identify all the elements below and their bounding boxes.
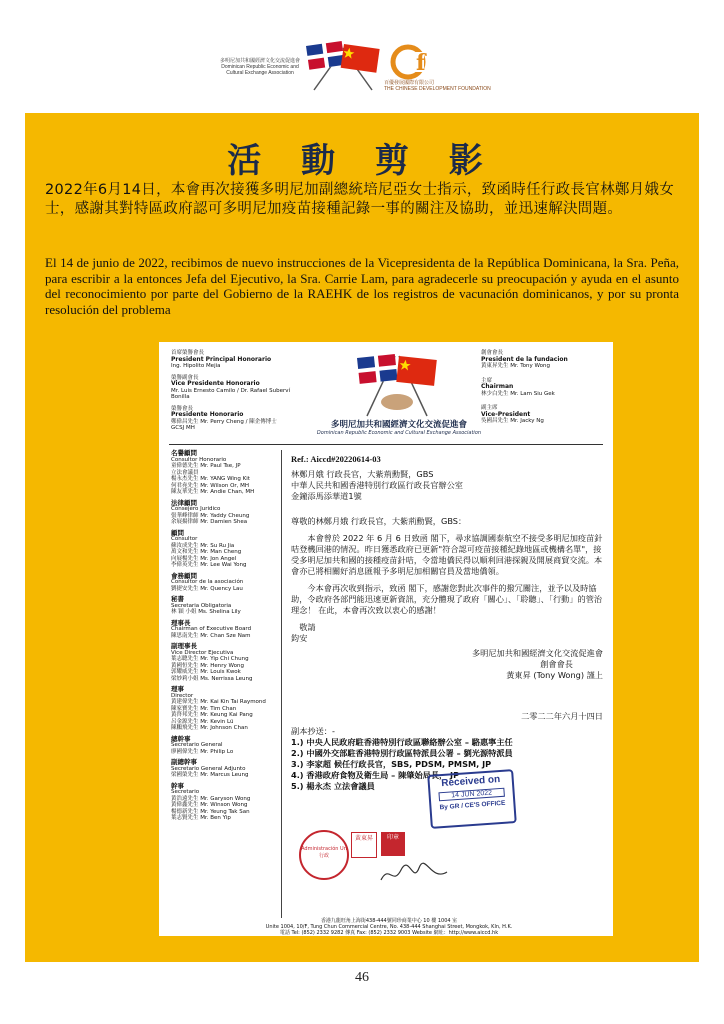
rh-name: 林少白先生 Mr. Lam Siu Gek: [481, 390, 555, 397]
sidebar-line: 廖國偉先生 Mr. Philip Lo: [171, 748, 234, 755]
sidebar-line: 陳思南先生 Mr. Chan Sze Nam: [171, 632, 251, 639]
closing-1: 敬請: [299, 622, 316, 632]
sidebar-line: Consejero Juridico: [171, 506, 221, 512]
lh-zh: 首席榮譽會長: [171, 350, 205, 356]
sidebar-line: 童偉德先生 Mr. Paul Tse, JP: [171, 463, 241, 469]
panel-title: 活 動 剪 影: [227, 141, 497, 181]
association-name-zh: 多明尼加共和國經濟文化交流促進會: [330, 420, 467, 430]
sidebar-line: 李偉英先生 Mr. Lee Wai Yong: [171, 562, 247, 568]
page-number: 46: [355, 970, 369, 985]
svg-text:f: f: [416, 50, 426, 76]
sidebar-line: Director: [171, 692, 194, 699]
rh-en: Vice-President: [481, 410, 531, 418]
closing-2: 鈞安: [291, 633, 308, 643]
sidebar-line: 黃建偉先生 Mr. Kai Kin Tai Raymond: [171, 699, 266, 705]
sidebar-line: 立法會議員: [171, 469, 199, 476]
sidebar-group: [171, 573, 281, 593]
sidebar-group-title: 法律顧問: [171, 498, 197, 507]
sidebar-line: 郭耀威先生 Mr. Louis Kwok: [171, 669, 241, 675]
sidebar-group-title: 秘書: [171, 595, 184, 603]
address-line: 中華人民共和國香港特別行政區行政長官辦公室: [291, 480, 463, 490]
cc-item: 3.) 李家超 候任行政長官，SBS, PDSM, PMSM, JP: [291, 759, 492, 769]
address-line: 金鐘添馬添華道1號: [291, 491, 362, 501]
sidebar-line: 蘇汝成先生 Mr. Su Ru Jia: [171, 542, 235, 549]
letter-sidebar: [171, 450, 282, 918]
sidebar-line: 何君堯先生 Mr. Wilson Or, MH: [171, 482, 250, 489]
cc-item: 2.) 中國外交部駐香港特別行政區特派員公署 – 劉光源特派員: [291, 748, 513, 758]
sidebar-line: 林 穎 小姐 Ms. Shelina Lily: [171, 609, 241, 615]
seal-text: Administración Un 行政: [301, 846, 347, 859]
received-stamp: [427, 769, 517, 829]
reference-number: Ref.: Aiccd#20220614-03: [291, 454, 381, 464]
sidebar-group-title: 會務顧問: [171, 571, 197, 580]
footer-address-en: Unite 1004, 10/F, Tung Chun Commercial Centre, No. 438-444 Shanghai Street, Mongkok, Kln, H.K.: [265, 924, 513, 930]
sidebar-group-title: 副總幹事: [171, 758, 197, 766]
sidebar-line: 黃國恒先生 Mr. Henry Wong: [171, 662, 244, 669]
sidebar-group-title: 顧問: [171, 528, 184, 537]
rh-zh: 副主席: [481, 405, 498, 411]
sidebar-group: [171, 686, 281, 732]
sidebar-line: 劉捷安先生 Mr. Quency Lau: [171, 585, 243, 592]
stamp-received: Received on: [440, 774, 501, 790]
logo-left-zh: 多明尼加共和國經濟文化交流促進會: [219, 58, 300, 64]
lh-name: 鄭偉昌先生 Mr. Perry Cheng / 陳企傳博士 GCSJ MH: [171, 418, 277, 431]
cdf-logo-icon: [386, 42, 446, 82]
sidebar-line: 葉志賢先生 Mr. Ben Yip: [171, 815, 231, 821]
lh-en: Vice Presidente Honorario: [171, 380, 260, 387]
cc-item: 4.) 香港政府食物及衛生局 – 陳肇始局長， JP: [291, 770, 460, 780]
sidebar-line: 呂金源先生 Mr. Kevin Lü: [171, 718, 234, 725]
rh-name: 黃東昇先生 Mr. Tony Wong: [481, 363, 550, 369]
sidebar-line: 楊永杰先生 Mr. YANG Wing Kit: [171, 476, 250, 482]
activity-panel: [25, 113, 699, 962]
sidebar-line: 余展揚律師 Mr. Damien Shea: [171, 519, 248, 525]
sidebar-line: 陳鵬飛先生 Mr. Johnson Chan: [171, 725, 248, 731]
sidebar-line: Consultor de la asociación: [171, 579, 244, 585]
sidebar-group: [171, 643, 281, 682]
letterhead-divider: [169, 444, 603, 445]
signature-icon: [379, 862, 449, 888]
addressee: [291, 469, 603, 502]
sidebar-group: [171, 620, 281, 640]
rh-zh: 創會會長: [481, 350, 504, 356]
letter-image: [159, 342, 613, 936]
lh-zh: 榮譽副會長: [171, 374, 199, 381]
page-header: [0, 0, 724, 110]
sidebar-line: 黃偉鑫先生 Mr. Winson Wong: [171, 802, 248, 808]
sidebar-line: Secretario General: [171, 742, 223, 748]
sidebar-line: 梁國榮先生 Mr. Marcus Leung: [171, 772, 249, 778]
sidebar-group-title: 總幹事: [171, 734, 191, 743]
lh-en: Presidente Honorario: [171, 411, 244, 418]
sidebar-group: [171, 783, 281, 822]
sidebar-group: [171, 736, 281, 756]
cc-title: 副本抄送：-: [291, 726, 335, 736]
logo-left-en: Dominican Republic Economic and Cultural Exchange Association: [221, 64, 299, 76]
footer-contact: 電話 Tel: (852) 2332 9282 傳真 Fax: (852) 2332 9003 Website 網址：http://www.aiccd.hk: [279, 930, 499, 936]
salutation: 尊敬的林鄭月娥 行政長官，大紫荊勳賢，GBS：: [291, 516, 467, 526]
sidebar-line: Consultor Honorario: [171, 456, 227, 463]
sidebar-line: 黃啓邦先生 Mr. Keung Kai Pang: [171, 712, 253, 718]
sidebar-line: Chairman of Executive Board: [171, 626, 252, 632]
sidebar-line: 黃浩遠先生 Mr. Garyson Wong: [171, 795, 251, 802]
sidebar-line: 向展楊先生 Mr. Jon Angel: [171, 555, 237, 562]
address-line: 林鄭月娥 行政長官，大紫荊勳賢，GBS: [291, 469, 434, 479]
stamp-office: By GR / CE'S OFFICE: [439, 799, 506, 812]
logo-right: [384, 80, 494, 92]
rh-zh: 主席: [481, 377, 493, 384]
sidebar-line: 陳家寶先生 Mr. Tim Chan: [171, 705, 237, 712]
crossed-flags-icon: [300, 40, 386, 92]
sidebar-group: [171, 759, 281, 779]
paragraph-chinese: 2022年6月14日，本會再次接獲多明尼加副總統培尼亞女士指示，致函時任行政長官林鄭月娥女士，感謝其對特區政府認可多明尼加疫苗接種記錄一事的關注及協助，並迅速解決問題。: [45, 182, 675, 217]
cc-item: 5.) 楊永杰 立法會議員: [291, 781, 375, 791]
logo-left: [218, 58, 302, 76]
footer-address-zh: 香港九龍旺角上海街438-444號同珍商業中心 10 樓 1004 室: [320, 918, 458, 924]
association-name-en: Dominican Republic Economic and Cultural Exchange Association: [316, 430, 482, 436]
sidebar-group-title: 幹事: [171, 781, 184, 790]
letter-footer: [219, 918, 559, 936]
sidebar-line: 陳友華先生 Mr. Andie Chan, MH: [171, 489, 255, 495]
association-seal: [299, 830, 349, 880]
logo-right-en: THE CHINESE DEVELOPMENT FOUNDATION: [384, 86, 491, 92]
letter-left-header: [171, 350, 291, 437]
sidebar-group: [171, 596, 281, 616]
sidebar-line: 張華峰律師 Mr. Yaddy Cheung: [171, 512, 250, 519]
letter-paragraph-2: 今本會再次收到指示，致函 閣下，感謝您對此次事件的撥冗關注，並予以及時協助，令政府各部門能迅速更新資訊，充分體現了政府「關心」、「聆聽」、「行動」的管治理念！ 在此，本會再次致以衷心的感謝！: [291, 583, 603, 615]
sidebar-line: 楊德新先生 Mr. Yeung Tak San: [171, 808, 250, 815]
sidebar-line: Secretaria Obligatoria: [171, 602, 232, 609]
sidebar-group-title: 副理事長: [171, 642, 197, 650]
signature-org: 多明尼加共和國經濟文化交流促進會: [471, 648, 603, 658]
signature-title: 創會會長: [540, 659, 573, 669]
letter-paragraph-1: 本會曾於 2022 年 6 月 6 日致函 閣下，尋求協調國泰航空不接受多明尼加疫苗針咭登機回港的情況。昨日獲悉政府已更新"符合認可疫苗接種紀錄地區或機構名單"，接受多明尼加共和國的接種疫苗針咭，令當地僑民得以順利回港探親及開展商貿交流。本會亦已將相關好消息匯報予多明尼加相關官員及當地僑領。: [291, 533, 603, 576]
sidebar-line: Consultor: [171, 536, 198, 542]
stamp-date: 14 JUN 2022: [438, 788, 504, 802]
sidebar-group: [171, 500, 281, 526]
letter-body: [291, 454, 603, 792]
lh-en: President Principal Honorario: [171, 355, 272, 363]
rh-en: Chairman: [481, 383, 514, 390]
letter-right-header: [481, 350, 601, 430]
lh-zh: 榮譽會長: [171, 405, 194, 412]
sidebar-line: Vice Director Ejecutiva: [171, 649, 234, 656]
name-chop-red: 印章: [381, 832, 405, 856]
lh-name: Ing. Hipolito Mejia: [171, 363, 221, 369]
rh-name: 吳國昌先生 Mr. Jacky Ng: [481, 418, 544, 424]
rh-en: President de la fundacion: [481, 355, 568, 363]
sidebar-line: Secretario: [171, 789, 200, 795]
signature-name: 黃東昇 (Tony Wong) 謹上: [506, 670, 603, 680]
sidebar-group-title: 名譽顧問: [171, 449, 197, 457]
sidebar-group-title: 理事長: [171, 618, 191, 627]
sidebar-line: 萬文和先生 Mr. Man Cheng: [171, 549, 242, 555]
sidebar-group: [171, 450, 281, 496]
sidebar-group: [171, 530, 281, 569]
cc-item: 1.) 中央人民政府駐香港特別行政區聯絡辦公室 – 駱惠寧主任: [291, 737, 513, 747]
sidebar-line: 葉志聰先生 Mr. Yip Chi Chung: [171, 656, 249, 662]
logo-right-zh: 百優發展國際有限公司: [384, 80, 435, 86]
sidebar-group-title: 理事: [171, 685, 184, 693]
letter-date: 二零二二年六月十四日: [521, 711, 603, 721]
name-chop: 黃東昇: [351, 832, 377, 858]
sidebar-line: 梁妙莉小姐 Ms. Nerrissa Leung: [171, 675, 253, 682]
paragraph-spanish: El 14 de junio de 2022, recibimos de nuevo instrucciones de la Vicepresidenta de la República Dominicana, la Sra. Peña, para escribir a la entonces Jefa del Ejecutivo, la Sra. Carrie Lam, para agradecerle su preocupación y ayuda en el asunto del reconocimiento por parte del Gobierno de la RAEHK de los registros de vacunación dominicanos, y por su pronta resolución del problema: [45, 255, 679, 317]
sidebar-line: Secretario General Adjunto: [171, 765, 246, 772]
lh-name: Mr. Luis Ernesto Camilo / Dr. Rafael Suberví Bonilla: [171, 387, 290, 400]
association-emblem-icon: [327, 350, 467, 420]
